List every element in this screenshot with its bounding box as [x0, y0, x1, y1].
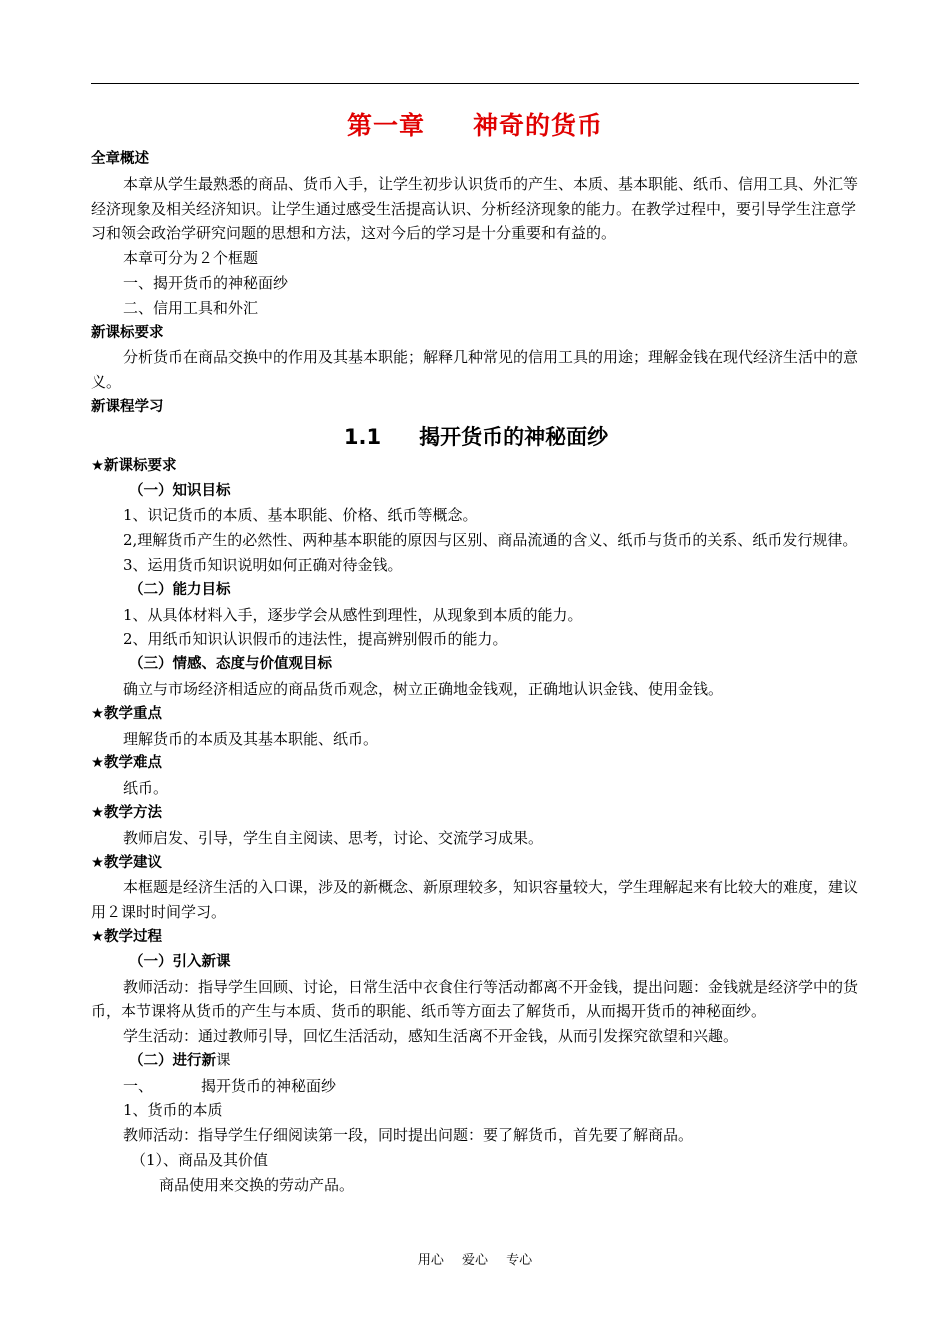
difficulty-heading: ★教学难点 — [91, 755, 162, 772]
method-heading: ★教学方法 — [91, 804, 162, 821]
student-activity: 学生活动：通过教师引导，回忆生活活动，感知生活离不开金钱，从而引发探究欲望和兴趣。 — [123, 1027, 739, 1046]
knowledge-item-1: 1、识记货币的本质、基本职能、价格、纸币等概念。 — [123, 506, 478, 525]
knowledge-heading: （一）知识目标 — [129, 482, 231, 499]
requirements-heading: ★新课标要求 — [91, 457, 177, 474]
key-paragraph: 理解货币的本质及其基本职能、纸币。 — [123, 729, 379, 748]
key-heading: ★教学重点 — [91, 705, 162, 722]
ability-item-2: 2、用纸币知识认识假币的违法性，提高辨别假币的能力。 — [123, 630, 508, 649]
knowledge-item-2: 2,理解货币产生的必然性、两种基本职能的原因与区别、商品流通的含义、纸币与货币的关系、纸币发行规律。 — [123, 531, 858, 550]
teacher-activity-2: 教师活动：指导学生仔细阅读第一段，同时提出问题：要了解货币，首先要了解商品。 — [123, 1126, 694, 1145]
standard-heading: 新课标要求 — [91, 324, 164, 341]
part-one-name: 揭开货币的神秘面纱 — [201, 1076, 337, 1095]
part-one-title — [91, 1074, 861, 1099]
new-lesson-heading-rest: 课 — [216, 1052, 231, 1069]
header-rule — [91, 83, 859, 84]
suggestion-heading: ★教学建议 — [91, 854, 162, 871]
part-one-number: 一、 — [123, 1076, 154, 1095]
emotion-heading: （三）情感、态度与价值观目标 — [129, 656, 332, 673]
overview-item-1: 一、揭开货币的神秘面纱 — [123, 273, 289, 292]
chapter-name: 神奇的货币 — [473, 111, 604, 140]
standard-paragraph: 分析货币在商品交换中的作用及其基本职能；解释几种常见的信用工具的用途；理解金钱在现代经济生活中的意义。 — [91, 348, 859, 392]
overview-paragraph: 本章从学生最熟悉的商品、货币入手，让学生初步认识货币的产生、本质、基本职能、纸币、信用工具、外汇等经济现象及相关经济知识。让学生通过感受生活提高认识、分析经济现象的能力。在教学过程中，要引导学生注意学习和领会政治学研究问题的思想和方法，这对今后的学习是十分重要和有益的。 — [91, 174, 859, 243]
document-body — [91, 147, 861, 1198]
section-number: 1.1 — [343, 424, 382, 449]
new-lesson-heading-bold: （二）进行新 — [129, 1052, 216, 1069]
overview-split: 本章可分为２个框题 — [123, 249, 259, 268]
process-heading: ★教学过程 — [91, 928, 162, 945]
section-name: 揭开货币的神秘面纱 — [419, 424, 609, 449]
study-heading: 新课程学习 — [91, 398, 164, 415]
overview-item-2: 二、信用工具和外汇 — [123, 298, 259, 317]
overview-heading: 全章概述 — [91, 151, 149, 167]
subtopic-1-1: （1）、商品及其价值 — [131, 1151, 269, 1170]
suggestion-paragraph: 本框题是经济生活的入口课，涉及的新概念、新原理较多，知识容量较大，学生理解起来有比较大的难度，建议用２课时时间学习。 — [91, 878, 859, 922]
ability-heading: （二）能力目标 — [129, 581, 231, 598]
chapter-number: 第一章 — [346, 111, 425, 140]
section-title — [91, 422, 861, 452]
commodity-definition: 商品使用来交换的劳动产品。 — [159, 1175, 355, 1194]
difficulty-paragraph: 纸币。 — [123, 779, 169, 798]
knowledge-item-3: 3、运用货币知识说明如何正确对待金钱。 — [123, 555, 403, 574]
new-lesson-heading — [91, 1049, 861, 1074]
intro-heading: （一）引入新课 — [129, 953, 231, 970]
method-paragraph: 教师启发、引导，学生自主阅读、思考，讨论、交流学习成果。 — [123, 828, 544, 847]
page-footer: 用心 爱心 专心 — [417, 1253, 533, 1268]
ability-item-1: 1、从具体材料入手，逐步学会从感性到理性，从现象到本质的能力。 — [123, 605, 583, 624]
subtopic-1: 1、货币的本质 — [123, 1101, 223, 1120]
chapter-title — [0, 106, 950, 142]
emotion-paragraph: 确立与市场经济相适应的商品货币观念，树立正确地金钱观，正确地认识金钱、使用金钱。 — [123, 679, 724, 698]
teacher-activity-1: 教师活动：指导学生回顾、讨论，日常生活中衣食住行等活动都离不开金钱，提出问题：金钱就是经济学中的货币，本节课将从货币的产生与本质、货币的职能、纸币等方面去了解货币，从而揭开货币的神秘面纱。 — [91, 977, 859, 1021]
